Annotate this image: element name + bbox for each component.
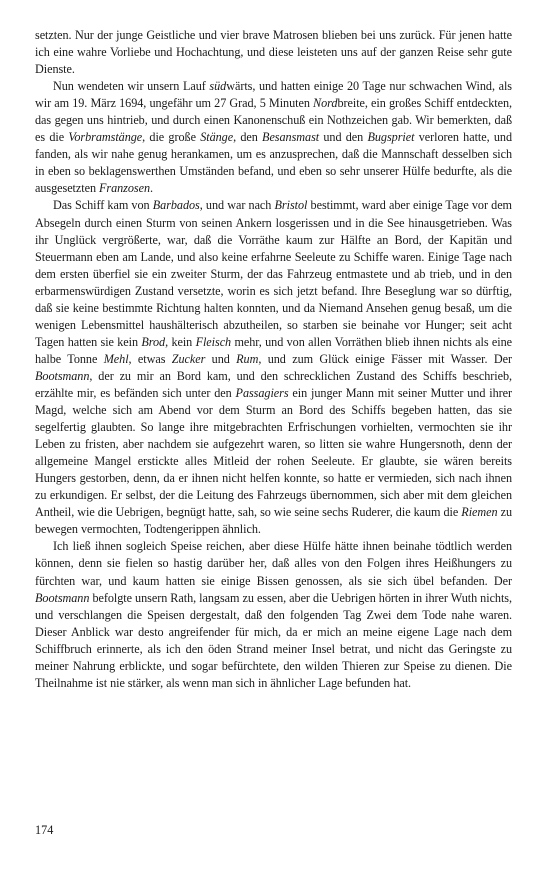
italic-term: Bootsmann (35, 590, 90, 605)
paragraph: Das Schiff kam von Barbados, und war nach Bristol bestimmt, ward aber einige Tage vor dem Absegeln durch einen Sturm von seinen Ankern losgerissen und in die See hinausgetrieben. Was ihr Unglück vergrößerte, war, daß die Vorräthe kaum zur Hälfte an Bord, der Kapitän und Steuermann eben am Lande, und also keine erfahrne Seeleute zu Schiffe waren. Einige Tage nach dem ersten überfiel sie ein zweiter Sturm, der das Fahrzeug entmastete und ab trieb, und in den erbarmenswürdigen Zustand versetzte, worin es sich jetzt befand. Ihre Beseglung war so dürftig, daß sie keine bestimmte Richtung halten konnten, und da Niemand Ansehen genug besaß, um die wenigen Lebensmittel haushälterisch abzutheilen, so starben sie beinahe vor Hunger; seit acht Tagen hatten sie kein Brod, kein Fleisch mehr, und von allen Vorräthen blieb ihnen nichts als eine halbe Tonne Mehl, etwas Zucker und Rum, und zum Glück einige Fässer mit Wasser. Der Bootsmann, der zu mir an Bord kam, und den schrecklichen Zustand des Schiffs beschrieb, erzählte mir, es befänden sich unter den Passagiers ein junger Mann mit seiner Mutter und ihrer Magd, welche sich am Abend vor dem Sturm an Bord des Schiffs begeben hatten, das sie segelfertig glaubten. So lange ihre mitgebrachten Erfrischungen vorhielten, vermochten sie ihr Leben zu fristen, aber nachdem sie aufgezehrt waren, so litten sie wahre Hungersnoth, denn der allgemeine Mangel erstickte alles Mitleid der rohen Seeleute. Er glaubte, sie wären bereits Hungers gestorben, denn, da er ihnen nicht helfen konnte, so hatte er vermieden, sich nach ihnen zu erkundigen. Er selbst, der die Leitung des Fahrzeugs übernommen, sich aber mit dem gleichen Antheil, wie die Uebrigen, begnügt hatte, sah, so wie seine sechs Ruderer, die kaum die Riemen zu bewegen vermochten, Todtengerippen ähnlich. (35, 198, 512, 537)
italic-term: süd (209, 79, 227, 94)
italic-term: Bristol (274, 198, 308, 213)
paragraph: Ich ließ ihnen sogleich Speise reichen, aber diese Hülfe hätte ihnen beinahe tödtlich werden können, denn sie fielen so hastig darüber her, daß alles von den Folgen ihres Heißhungers zu fürchten war, und kaum hatten sie einige Bissen genossen, als sie sich übel befanden. Der Bootsmann befolgte unsern Rath, langsam zu essen, aber die Uebrigen hörten in ihrer Wuth nichts, und verschlangen die Speisen dergestalt, daß den folgenden Tag Zwei dem Tode nahe waren. Dieser Anblick war desto angreifender für mich, da er mich an meine eigene Lage nach dem Schiffbruch erinnerte, als ich den öden Strand meiner Insel betrat, und nicht das Geringste zu meiner Nahrung erblickte, und sogar befürchtete, den wilden Thieren zur Speise zu dienen. Die Theilnahme ist nie stärker, als wenn man sich in ähnlicher Lage befunden hat. (35, 539, 512, 690)
italic-term: Bootsmann (35, 368, 90, 383)
italic-term: Bugspriet (367, 130, 415, 145)
italic-term: Riemen (461, 505, 498, 520)
italic-term: Vorbramstänge (68, 130, 143, 145)
italic-term: Zucker (171, 351, 206, 366)
italic-term: Barbados (152, 198, 200, 213)
italic-term: Brod (141, 334, 166, 349)
italic-term: Stänge (200, 130, 234, 145)
italic-term: Mehl (103, 351, 129, 366)
italic-term: Rum (236, 351, 259, 366)
page-number: 174 (35, 823, 54, 837)
italic-term: Nord (313, 96, 338, 111)
italic-term: Franzosen (98, 181, 150, 196)
page-body (35, 27, 512, 692)
italic-term: Fleisch (195, 334, 232, 349)
italic-term: Passagiers (235, 385, 289, 400)
paragraph: Nun wendeten wir unsern Lauf südwärts, und hatten einige 20 Tage nur schwachen Wind, als wir am 19. März 1694, ungefähr um 27 Grad, 5 Minuten Nordbreite, ein großes Schiff entdeckten, das gegen uns hintrieb, und durch einen Kanonenschuß ein Nothzeichen gab. Wir bemerkten, daß es die Vorbramstänge, die große Stänge, den Besansmast und den Bugspriet verloren hatte, und fanden, als wir nahe genug herankamen, um es anzusprechen, daß die Mannschaft desselben sich in eben so beklagenswerthen Umständen befand, und eben so sehr unserer Hülfe bedurfte, als die ausgesetzten Franzosen. (35, 79, 513, 196)
italic-term: Besansmast (262, 130, 320, 145)
paragraph: setzten. Nur der junge Geistliche und vier brave Matrosen blieben bei uns zurück. Für jenen hatte ich eine wahre Vorliebe und Hochachtung, und diese leisteten uns auf der ganzen Reise sehr gute Dienste. (35, 28, 512, 77)
